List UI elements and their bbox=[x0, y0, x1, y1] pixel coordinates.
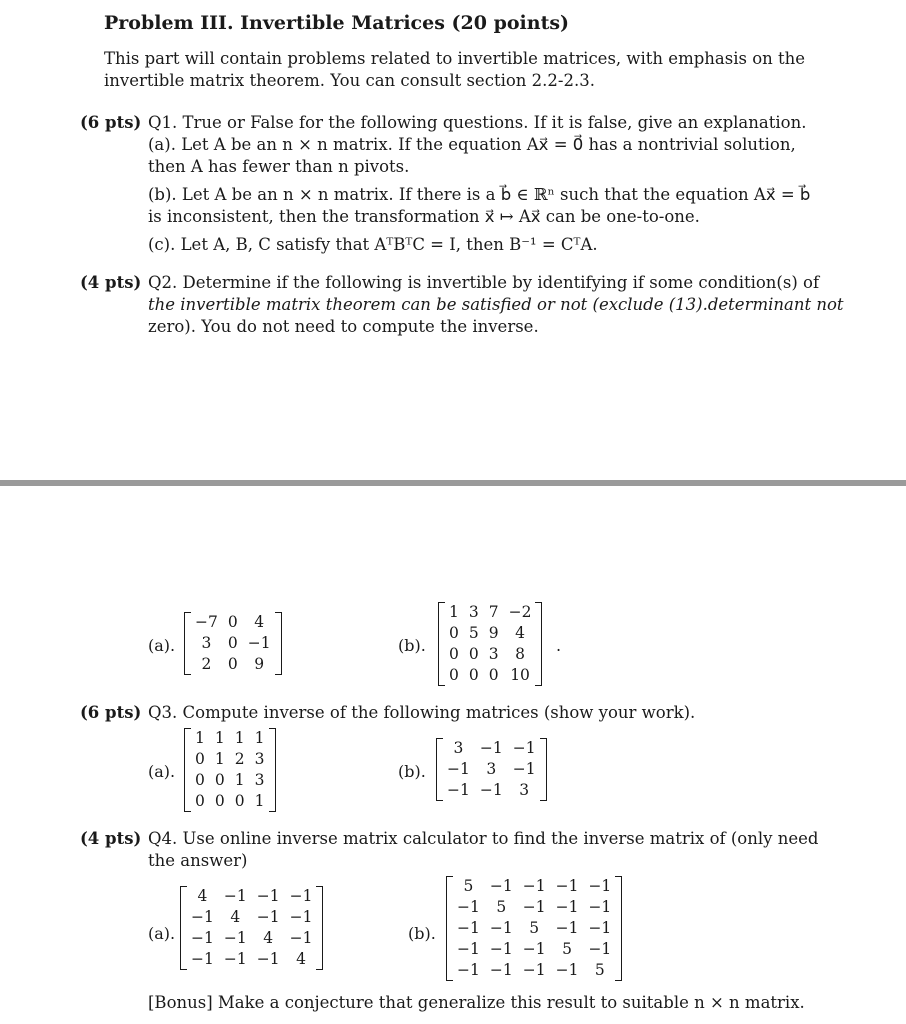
matrix-entry: 0 bbox=[195, 792, 205, 810]
matrix-entry: −1 bbox=[191, 950, 214, 968]
matrix-entry: 5 bbox=[562, 940, 572, 958]
matrix-entry: −1 bbox=[457, 919, 480, 937]
matrix-entry: 4 bbox=[263, 929, 274, 947]
q1-points: (6 pts) bbox=[80, 113, 142, 132]
matrix-entry: 4 bbox=[230, 908, 241, 926]
matrix-entry: −1 bbox=[522, 961, 546, 979]
matrix-entry: −1 bbox=[555, 898, 579, 916]
matrix-entry: −1 bbox=[479, 739, 503, 757]
matrix-row bbox=[452, 918, 616, 939]
left-bracket bbox=[438, 602, 445, 686]
q4-points: (4 pts) bbox=[80, 829, 142, 848]
q3-label-a: (a). bbox=[148, 762, 176, 781]
matrix-row bbox=[190, 728, 270, 749]
matrix-entry: −1 bbox=[588, 940, 612, 958]
matrix-entry: 4 bbox=[296, 950, 306, 968]
q4-label-a: (a). bbox=[148, 924, 176, 943]
matrix-entry: 1 bbox=[214, 729, 225, 747]
matrix-entry: 0 bbox=[227, 634, 238, 652]
matrix-row bbox=[186, 907, 317, 928]
q2-line-3: zero). You do not need to compute the inverse. bbox=[148, 317, 539, 336]
q2-points: (4 pts) bbox=[80, 273, 142, 292]
matrix-entry: 4 bbox=[197, 887, 208, 905]
matrix-row bbox=[452, 960, 616, 981]
right-bracket bbox=[269, 728, 276, 812]
matrix-entry: 5 bbox=[468, 624, 479, 642]
q1-prompt: Q1. True or False for the following questions. If it is false, give an explanation. bbox=[148, 113, 807, 132]
intro-line-2: invertible matrix theorem. You can consult section 2.2-2.3. bbox=[104, 71, 595, 90]
q2-label-b: (b). bbox=[398, 636, 426, 655]
matrix-entry: −1 bbox=[223, 887, 247, 905]
right-bracket bbox=[275, 612, 282, 675]
q4-line-2: the answer) bbox=[148, 851, 248, 870]
matrix-entry: 0 bbox=[227, 613, 238, 631]
matrix-entry: 3 bbox=[488, 645, 499, 663]
matrix-entry: −1 bbox=[588, 919, 612, 937]
matrix-entry: 0 bbox=[449, 645, 459, 663]
matrix-entry: 3 bbox=[201, 634, 212, 652]
matrix-entry: 3 bbox=[254, 750, 265, 768]
q3-points: (6 pts) bbox=[80, 703, 142, 722]
q2-line-1: Q2. Determine if the following is invertible by identifying if some condition(s) of bbox=[148, 273, 820, 292]
matrix-entry: −1 bbox=[555, 961, 579, 979]
matrix-row bbox=[186, 949, 317, 970]
matrix-entry: 5 bbox=[496, 898, 507, 916]
matrix-entry: −1 bbox=[588, 877, 612, 895]
matrix-entry: 8 bbox=[515, 645, 525, 663]
matrix-entry: 0 bbox=[195, 750, 205, 768]
problem-title: Problem III. Invertible Matrices (20 points) bbox=[104, 12, 570, 34]
matrix-entry: −1 bbox=[289, 929, 313, 947]
bonus-line bbox=[148, 992, 805, 1014]
matrix-entry: −1 bbox=[256, 908, 280, 926]
matrix-entry: −1 bbox=[522, 898, 546, 916]
matrix-entry: 0 bbox=[227, 655, 238, 673]
matrix-entry: 2 bbox=[234, 750, 245, 768]
matrix-entry: 3 bbox=[254, 771, 265, 789]
matrix-entry: −1 bbox=[289, 908, 313, 926]
matrix-row bbox=[444, 623, 536, 644]
matrix-entry: 10 bbox=[510, 666, 530, 684]
matrix-row bbox=[442, 738, 541, 759]
bonus-text: Make a conjecture that generalize this result to suitable n × n matrix. bbox=[217, 993, 805, 1012]
intro-line-1: This part will contain problems related to invertible matrices, with emphasis on the bbox=[104, 49, 806, 68]
matrix-entry: 0 bbox=[468, 645, 479, 663]
matrix-entry: −1 bbox=[223, 929, 247, 947]
matrix-row bbox=[444, 665, 536, 686]
matrix-entry: 5 bbox=[529, 919, 540, 937]
matrix-entry: 7 bbox=[488, 603, 499, 621]
matrix-entry: 1 bbox=[214, 750, 225, 768]
matrix-entry: −1 bbox=[256, 950, 280, 968]
matrix-row bbox=[442, 780, 541, 801]
matrix-row bbox=[452, 897, 616, 918]
matrix-row bbox=[186, 928, 317, 949]
q2-matrix-b bbox=[438, 602, 542, 686]
matrix-entry: 5 bbox=[463, 877, 474, 895]
bonus-label: [Bonus] bbox=[148, 993, 213, 1012]
matrix-entry: 0 bbox=[488, 666, 499, 684]
matrix-entry: 3 bbox=[453, 739, 464, 757]
matrix-entry: −1 bbox=[289, 887, 313, 905]
matrix-entry: −1 bbox=[447, 760, 470, 778]
matrix-entry: 1 bbox=[195, 729, 205, 747]
matrix-row bbox=[190, 749, 270, 770]
matrix-entry: −1 bbox=[555, 919, 579, 937]
matrix-entry: −1 bbox=[489, 877, 513, 895]
matrix-row bbox=[190, 612, 276, 633]
matrix-row bbox=[190, 633, 276, 654]
q3-matrix-b bbox=[436, 738, 547, 801]
q3-label-b: (b). bbox=[398, 762, 426, 781]
matrix-entry: −1 bbox=[588, 898, 612, 916]
matrix-entry: 4 bbox=[515, 624, 525, 642]
matrix-entry: −1 bbox=[191, 908, 214, 926]
matrix-entry: 0 bbox=[449, 666, 459, 684]
q4-line-1: Q4. Use online inverse matrix calculator to find the inverse matrix of (only need bbox=[148, 829, 819, 848]
q1-a-line-2: then A has fewer than n pivots. bbox=[148, 157, 410, 176]
matrix-entry: 5 bbox=[594, 961, 605, 979]
q2-trailing-period: . bbox=[556, 636, 562, 655]
q2-line-2: the invertible matrix theorem can be satisfied or not (exclude (13).determinant not bbox=[148, 295, 844, 314]
matrix-entry: 3 bbox=[519, 781, 530, 799]
matrix-entry: 0 bbox=[234, 792, 245, 810]
matrix-entry: 3 bbox=[468, 603, 479, 621]
right-bracket bbox=[540, 738, 547, 801]
matrix-entry: 1 bbox=[234, 771, 245, 789]
q4-label-b: (b). bbox=[408, 924, 436, 943]
matrix-entry: 1 bbox=[254, 729, 265, 747]
left-bracket bbox=[436, 738, 443, 801]
q1-c-line-1: (c). Let A, B, C satisfy that AᵀBᵀC = I, then B⁻¹ = CᵀA. bbox=[148, 235, 598, 254]
matrix-entry: −1 bbox=[479, 781, 503, 799]
matrix-row bbox=[452, 876, 616, 897]
matrix-entry: 0 bbox=[468, 666, 479, 684]
matrix-row bbox=[444, 602, 536, 623]
matrix-row bbox=[186, 886, 317, 907]
q1-b-line-2: is inconsistent, then the transformation x⃗ ↦ Ax⃗ can be one-to-one. bbox=[148, 207, 700, 226]
right-bracket bbox=[316, 886, 323, 970]
matrix-entry: −1 bbox=[247, 634, 271, 652]
matrix-entry: −1 bbox=[522, 877, 546, 895]
matrix-entry: −1 bbox=[447, 781, 470, 799]
matrix-entry: −1 bbox=[555, 877, 579, 895]
matrix-entry: −1 bbox=[457, 961, 480, 979]
matrix-entry: −2 bbox=[508, 603, 532, 621]
matrix-entry: −7 bbox=[195, 613, 218, 631]
q1-b-line-1: (b). Let A be an n × n matrix. If there is a b⃗ ∈ ℝⁿ such that the equation Ax⃗ = b⃗ bbox=[148, 185, 811, 204]
left-bracket bbox=[180, 886, 187, 970]
matrix-entry: 1 bbox=[254, 792, 265, 810]
matrix-entry: 0 bbox=[449, 624, 459, 642]
matrix-entry: −1 bbox=[191, 929, 214, 947]
q4-matrix-b bbox=[446, 876, 622, 981]
right-bracket bbox=[615, 876, 622, 981]
matrix-entry: 0 bbox=[214, 771, 225, 789]
q3-matrix-a bbox=[184, 728, 276, 812]
matrix-entry: −1 bbox=[489, 940, 513, 958]
matrix-entry: −1 bbox=[489, 919, 513, 937]
matrix-entry: 3 bbox=[486, 760, 497, 778]
q4-matrix-a bbox=[180, 886, 323, 970]
left-bracket bbox=[184, 728, 191, 812]
matrix-row bbox=[444, 644, 536, 665]
matrix-entry: 0 bbox=[214, 792, 225, 810]
matrix-entry: 0 bbox=[195, 771, 205, 789]
q3-prompt: Q3. Compute inverse of the following matrices (show your work). bbox=[148, 703, 696, 722]
matrix-entry: 1 bbox=[234, 729, 245, 747]
matrix-entry: −1 bbox=[457, 898, 480, 916]
matrix-entry: −1 bbox=[256, 887, 280, 905]
matrix-row bbox=[452, 939, 616, 960]
matrix-row bbox=[190, 770, 270, 791]
page-divider bbox=[0, 480, 906, 486]
matrix-entry: −1 bbox=[512, 739, 536, 757]
matrix-entry: 9 bbox=[488, 624, 499, 642]
matrix-entry: −1 bbox=[512, 760, 536, 778]
left-bracket bbox=[446, 876, 453, 981]
matrix-entry: 9 bbox=[254, 655, 265, 673]
left-bracket bbox=[184, 612, 191, 675]
q2-label-a: (a). bbox=[148, 636, 176, 655]
q2-matrix-a bbox=[184, 612, 282, 675]
matrix-row bbox=[190, 654, 276, 675]
matrix-entry: 1 bbox=[449, 603, 459, 621]
q1-a-line-1: (a). Let A be an n × n matrix. If the equation Ax⃗ = 0⃗ has a nontrivial solution, bbox=[148, 135, 796, 154]
matrix-row bbox=[442, 759, 541, 780]
matrix-entry: −1 bbox=[522, 940, 546, 958]
matrix-entry: 2 bbox=[201, 655, 212, 673]
matrix-entry: −1 bbox=[457, 940, 480, 958]
matrix-row bbox=[190, 791, 270, 812]
matrix-entry: −1 bbox=[223, 950, 247, 968]
right-bracket bbox=[535, 602, 542, 686]
matrix-entry: 4 bbox=[254, 613, 265, 631]
matrix-entry: −1 bbox=[489, 961, 513, 979]
